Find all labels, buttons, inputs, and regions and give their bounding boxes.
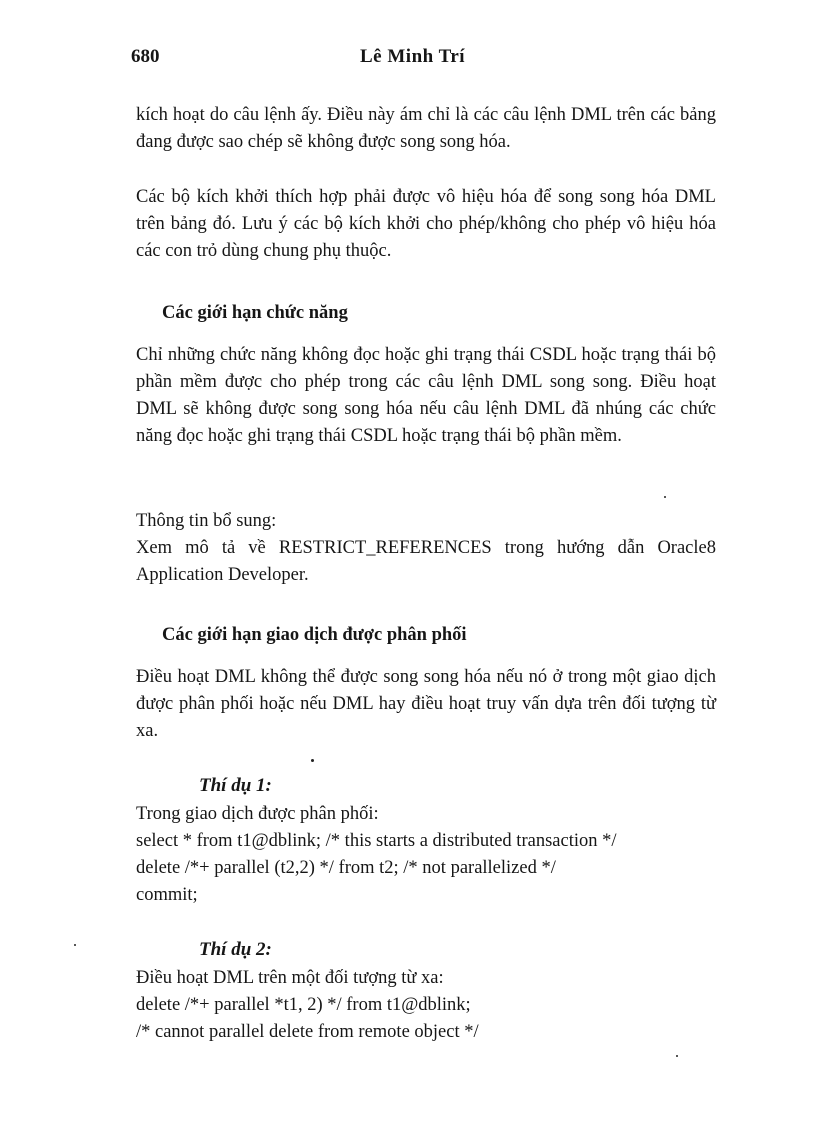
example-1-body xyxy=(136,801,716,909)
example-1-line: select * from t1@dblink; /* this starts a distributed transaction */ xyxy=(136,831,617,851)
section-heading-distributed-limits: Các giới hạn giao dịch được phân phối xyxy=(162,625,467,645)
scan-speck xyxy=(311,759,314,762)
example-2-line: /* cannot parallel delete from remote object */ xyxy=(136,1022,479,1042)
scan-speck xyxy=(74,944,76,946)
paragraph-4: Xem mô tả về RESTRICT_REFERENCES trong hướng dẫn Oracle8 Application Developer. xyxy=(136,538,716,585)
scan-speck xyxy=(676,1055,678,1057)
example-1-line: delete /*+ parallel (t2,2) */ from t2; /* not parallelized */ xyxy=(136,858,556,878)
running-title: Lê Minh Trí xyxy=(360,46,466,67)
paragraph-1: kích hoạt do câu lệnh ấy. Điều này ám chỉ là các câu lệnh DML trên các bảng đang được sao chép sẽ không được song song hóa. xyxy=(136,105,716,152)
example-2-title: Thí dụ 2: xyxy=(199,939,272,960)
paragraph-3: Chỉ những chức năng không đọc hoặc ghi trạng thái CSDL hoặc trạng thái bộ phần mềm được cho phép trong các câu lệnh DML song song. Điều hoạt DML sẽ không được song song hóa nếu câu lệnh DML đã nhúng các chức năng đọc hoặc ghi trạng thái CSDL hoặc trạng thái bộ phần mềm. xyxy=(136,345,716,446)
example-1-title: Thí dụ 1: xyxy=(199,775,272,796)
paragraph-2: Các bộ kích khởi thích hợp phải được vô hiệu hóa để song song hóa DML trên bảng đó. Lưu ý các bộ kích khởi cho phép/không cho phép vô hiệu hóa các con trỏ dùng chung phụ thuộc. xyxy=(136,187,716,261)
paragraph-5: Điều hoạt DML không thể được song song hóa nếu nó ở trong một giao dịch được phân phối hoặc nếu DML hay điều hoạt truy vấn dựa trên đối tượng từ xa. xyxy=(136,667,716,741)
scan-speck xyxy=(664,496,666,498)
extra-info-label: Thông tin bổ sung: xyxy=(136,511,277,531)
example-1-line: commit; xyxy=(136,885,198,905)
section-heading-functional-limits: Các giới hạn chức năng xyxy=(162,303,348,323)
page-header xyxy=(131,46,716,74)
example-2-body xyxy=(136,965,716,1046)
page-number: 680 xyxy=(131,46,160,67)
example-1-line: Trong giao dịch được phân phối: xyxy=(136,804,379,824)
example-2-line: Điều hoạt DML trên một đối tượng từ xa: xyxy=(136,968,444,988)
example-2-line: delete /*+ parallel *t1, 2) */ from t1@dblink; xyxy=(136,995,471,1015)
